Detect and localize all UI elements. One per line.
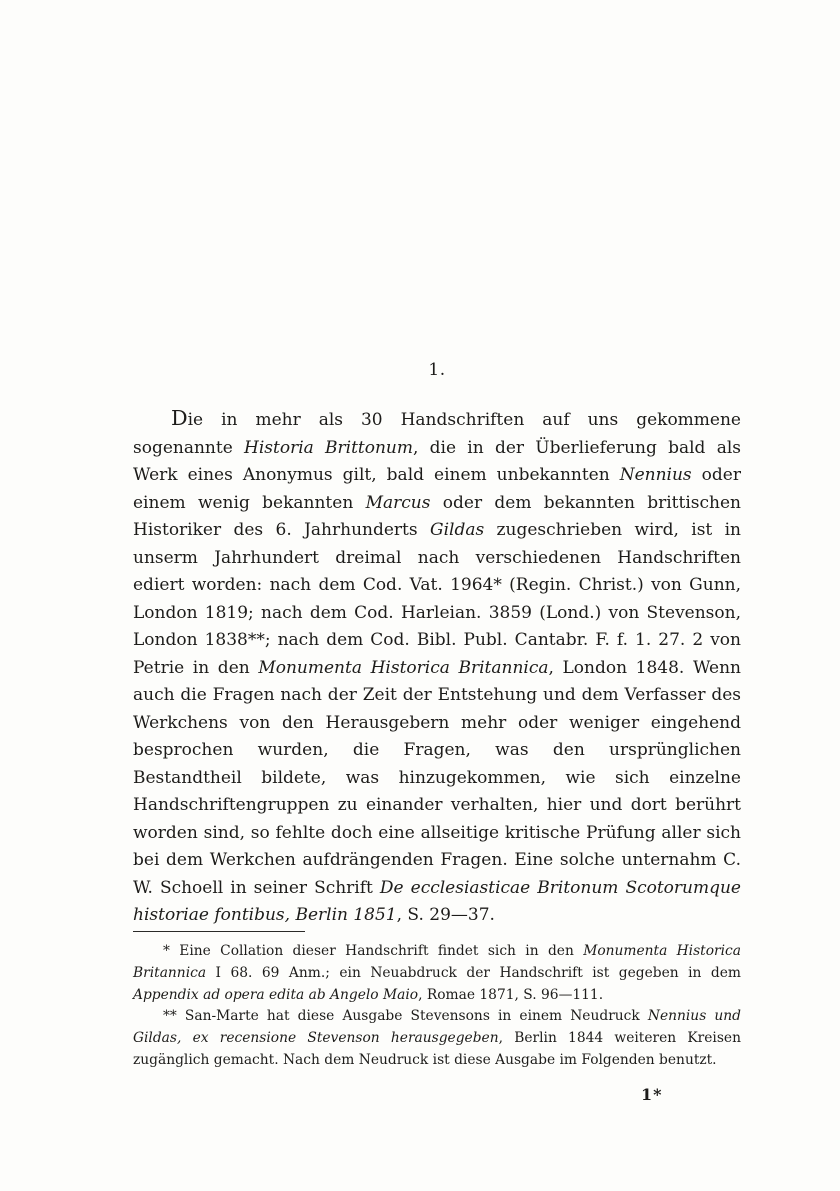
text-run: , S. 29—37.: [396, 905, 495, 925]
italic-text-run: Appendix ad opera edita ab Angelo Maio: [133, 986, 419, 1003]
text-run: oder einem wenig bekannten: [133, 465, 741, 513]
italic-text-run: Gildas: [429, 520, 485, 540]
main-text-block: [133, 405, 741, 930]
italic-text-run: Monumenta Historica Britannica: [133, 943, 741, 981]
text-run: , die in der Überlieferung bald als Werk eines Anonymus gilt, bald einem unbekannten: [133, 437, 741, 485]
signature-mark: 1*: [641, 1085, 663, 1104]
text-run: I 68. 69 Anm.; ein Neuabdruck der Handschrift ist gegeben in dem: [206, 964, 741, 981]
footnotes-block: [133, 941, 741, 1072]
italic-text-run: De ecclesiasticae Britonum Scotorumque historiae fontibus, Berlin 1851: [133, 877, 741, 925]
text-run: zugeschrieben wird, ist in unserm Jahrhundert dreimal nach verschiedenen Handschriften ediert worden: nach dem Cod. Vat. 1964* (Regin. Christ.) von Gunn, London 1819; nach dem Cod. Harleian. 3859 (Lond.) von Stevenson, London 1838**; nach dem Cod. Bibl. Publ. Cantabr. F. f. 1. 27. 2 von Petrie in den: [133, 520, 742, 678]
text-run: , London 1848. Wenn auch die Fragen nach der Zeit der Entstehung und dem Verfasser des Werkchens von den Herausgebern mehr oder weniger eingehend besprochen wurden, die Fragen, was den ursprünglichen Bestandtheil bildete, was hinzugekommen, wie sich einzelne Handschriftengruppen zu einander verhalten, hier und dort berührt worden sind, so fehlte doch eine allseitige kritische Prüfung aller sich bei dem Werkchen aufdrängenden Fragen. Eine solche unternahm C. W. Schoell in seiner Schrift: [133, 657, 741, 898]
text-run: , Romae 1871, S. 96—111.: [418, 986, 604, 1003]
italic-text-run: Historia Brittonum: [244, 437, 414, 458]
italic-text-run: Nennius: [619, 465, 692, 485]
footnote-separator: [133, 931, 305, 932]
italic-text-run: Monumenta Historica Britannica: [258, 657, 549, 678]
text-run: * Eine Collation dieser Handschrift findet sich in den: [163, 943, 584, 959]
text-run: ** San-Marte hat diese Ausgabe Stevensons in einem Neudruck: [163, 1008, 648, 1025]
text-run: oder dem bekannten brittischen Historiker des 6. Jahrhunderts: [133, 492, 741, 540]
text-run: , Berlin 1844 weiteren Kreisen zugänglich gemacht. Nach dem Neudruck ist diese Ausgabe im Folgenden benutzt.: [133, 1030, 741, 1068]
text-run: Die in mehr als 30 Handschriften auf uns gekommene sogenannte: [133, 406, 741, 458]
footnote-1: [133, 941, 741, 1006]
footnote-2: [133, 1006, 741, 1071]
italic-text-run: Nennius und Gildas, ex recensione Stevenson herausgegeben: [133, 1008, 741, 1047]
italic-text-run: Marcus: [365, 492, 431, 513]
section-heading: 1.: [428, 360, 446, 380]
main-paragraph: [133, 405, 741, 930]
